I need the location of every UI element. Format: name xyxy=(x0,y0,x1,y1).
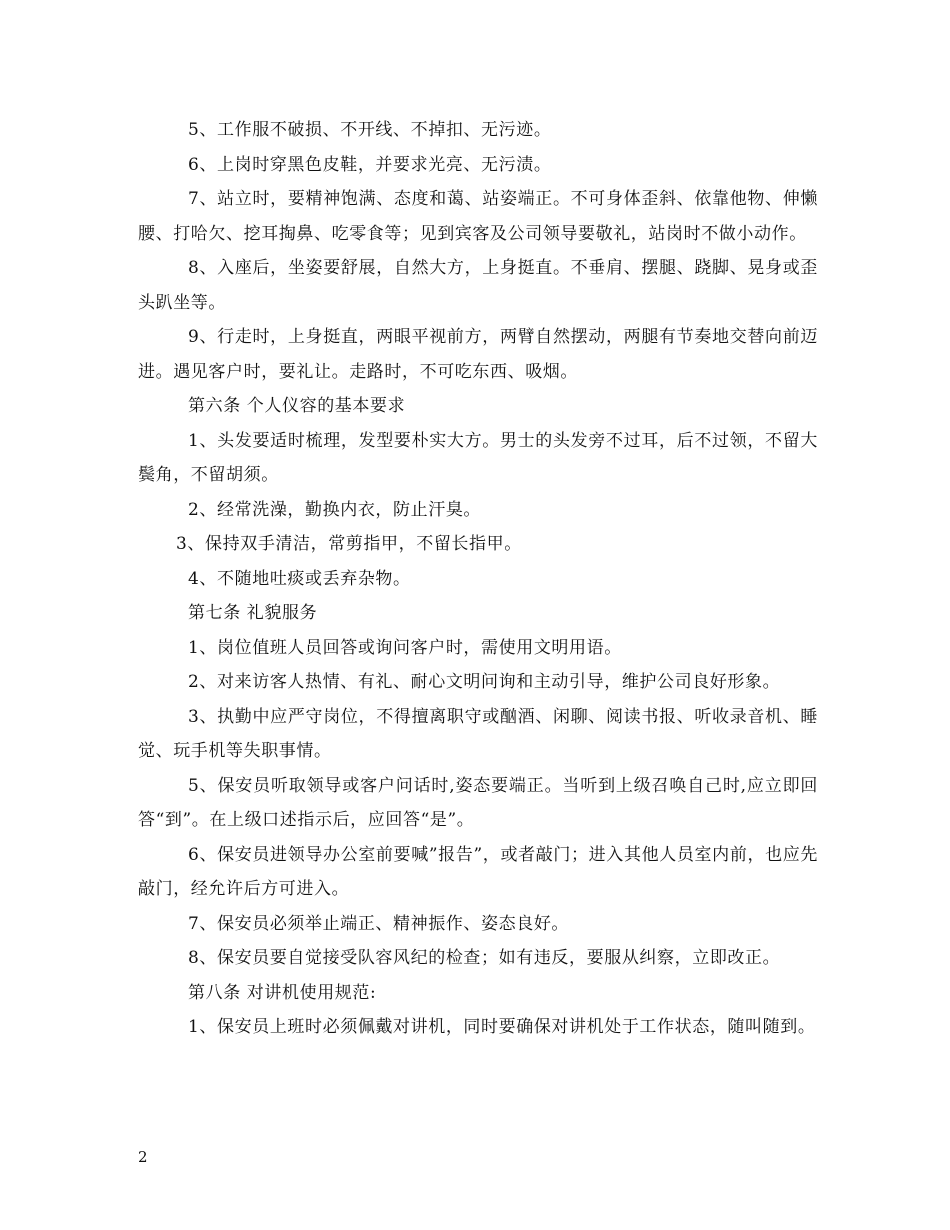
paragraph: 7、站立时，要精神饱满、态度和蔼、站姿端正。不可身体歪斜、依靠他物、伸懒腰、打哈欠、挖耳掏鼻、吃零食等；见到宾客及公司领导要敬礼，站岗时不做小动作。 xyxy=(138,189,818,244)
page-number: 2 xyxy=(138,1148,148,1166)
section-heading: 第六条 个人仪容的基本要求 xyxy=(188,396,406,416)
paragraph: 3、保持双手清洁，常剪指甲，不留长指甲。 xyxy=(176,534,522,554)
paragraph: 9、行走时，上身挺直，两眼平视前方，两臂自然摆动，两腿有节奏地交替向前迈进。遇见客户时，要礼让。走路时，不可吃东西、吸烟。 xyxy=(138,327,818,382)
document-body xyxy=(138,113,818,1045)
paragraph: 1、岗位值班人员回答或询问客户时，需使用文明用语。 xyxy=(188,637,622,658)
paragraph: 6、保安员进领导办公室前要喊”报告”，或者敲门；进入其他人员室内前，也应先敲门，经允许后方可进入。 xyxy=(138,844,818,899)
paragraph: 7、保安员必须举止端正、精神振作、姿态良好。 xyxy=(188,913,570,934)
paragraph: 2、对来访客人热情、有礼、耐心文明问询和主动引导，维护公司良好形象。 xyxy=(188,672,781,692)
paragraph: 2、经常洗澡，勤换内衣，防止汗臭。 xyxy=(188,499,482,520)
paragraph: 1、头发要适时梳理，发型要朴实大方。男士的头发旁不过耳，后不过领，不留大鬓角，不留胡须。 xyxy=(138,430,818,485)
section-heading: 第七条 礼貌服务 xyxy=(188,603,318,623)
paragraph: 5、保安员听取领导或客户问话时,姿态要端正。当听到上级召唤自己时,应立即回答“到”。在上级口述指示后，应回答“是”。 xyxy=(138,775,818,830)
paragraph: 4、不随地吐痰或丢弃杂物。 xyxy=(188,568,411,589)
paragraph: 8、入座后，坐姿要舒展，自然大方，上身挺直。不垂肩、摆腿、跷脚、晃身或歪头趴坐等。 xyxy=(138,258,818,313)
paragraph: 8、保安员要自觉接受队容风纪的检查；如有违反，要服从纠察，立即改正。 xyxy=(188,948,781,968)
paragraph: 5、工作服不破损、不开线、不掉扣、无污迹。 xyxy=(188,120,552,140)
paragraph: 1、保安员上班时必须佩戴对讲机，同时要确保对讲机处于工作状态，随叫随到。 xyxy=(188,1017,816,1037)
paragraph: 3、执勤中应严守岗位，不得擅离职守或酗酒、闲聊、阅读书报、听收录音机、睡觉、玩手机等失职事情。 xyxy=(138,706,818,761)
paragraph: 6、上岗时穿黑色皮鞋，并要求光亮、无污渍。 xyxy=(188,154,552,175)
section-heading: 第八条 对讲机使用规范: xyxy=(188,982,377,1003)
